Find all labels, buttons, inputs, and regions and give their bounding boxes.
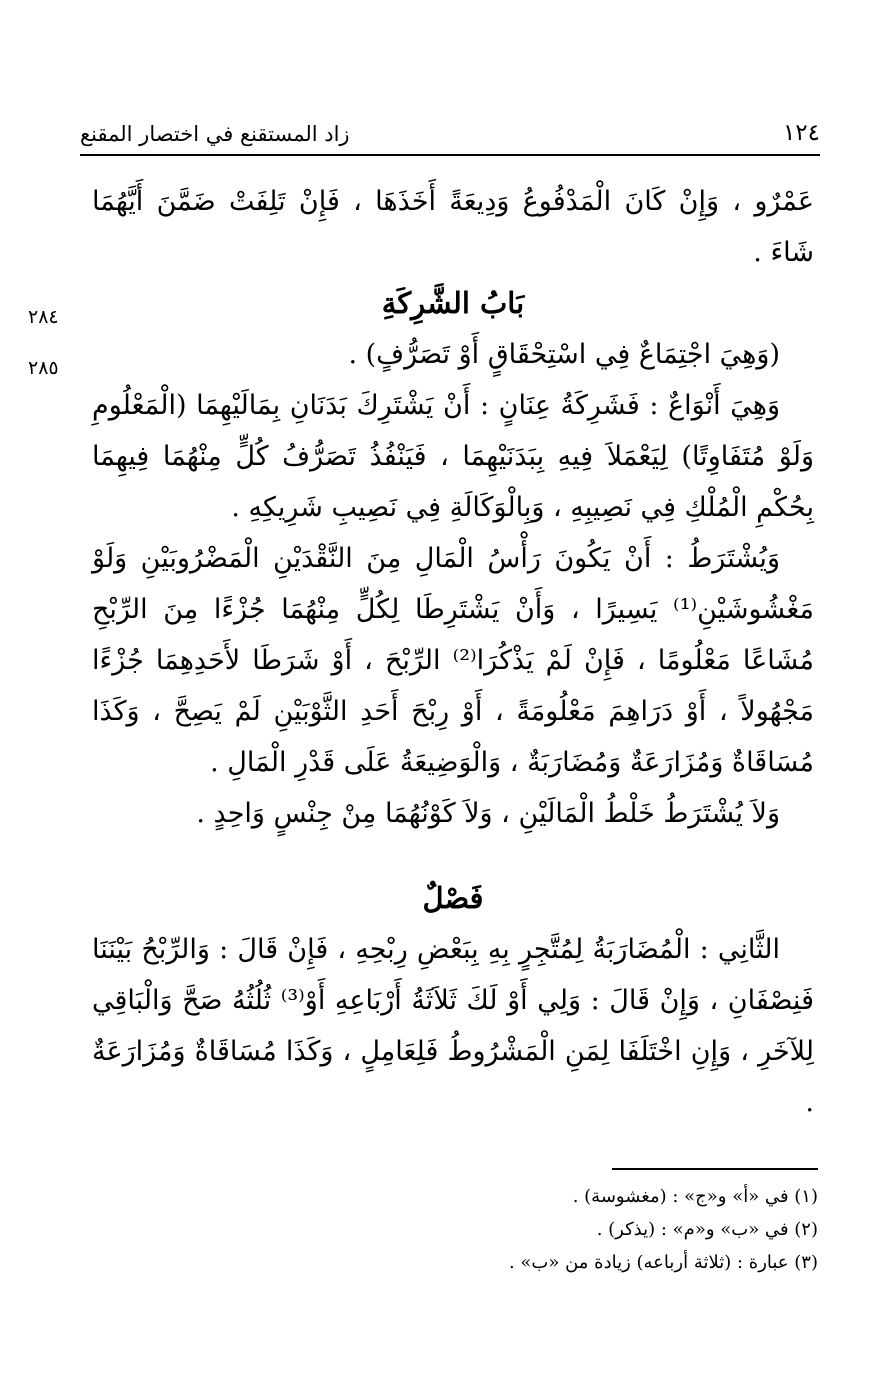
conditions-paragraph: وَيُشْتَرَطُ : أَنْ يَكُونَ رَأْسُ الْمَالِ مِنَ النَّقْدَيْنِ الْمَضْرُوبَيْنِ وَلَوْ مَغْشُوشَيْنِ⁽¹⁾ يَسِيرًا ، وَأَنْ يَشْتَرِطَا لِكُلٍّ مِنْهُمَا جُزْءًا مِنَ الرِّبْحِ مُشَاعًا مَعْلُومًا ، فَإِنْ لَمْ يَذْكُرَا⁽²⁾ الرِّبْحَ ، أَوْ شَرَطَا لأَحَدِهِمَا جُزْءًا مَجْهُولاً ، أَوْ دَرَاهِمَ مَعْلُومَةً ، أَوْ رِبْحَ أَحَدِ الثَّوْبَيْنِ لَمْ يَصِحَّ ، وَكَذَا مُسَاقَاةٌ وَمُزَارَعَةٌ وَمُضَارَبَةٌ ، وَالْوَضِيعَةُ عَلَى قَدْرِ الْمَالِ . xyxy=(92,543,814,778)
footnote-2: (٢) في «ب» و«م» : (يذكر) . xyxy=(596,1219,818,1240)
mixing-paragraph: وَلاَ يُشْتَرَطُ خَلْطُ الْمَالَيْنِ ، وَلاَ كَوْنُهُمَا مِنْ جِنْسٍ وَاحِدٍ . xyxy=(196,798,780,829)
main-text xyxy=(92,176,814,1128)
continuation-line: عَمْرٌو ، وَإِنْ كَانَ الْمَدْفُوعُ وَدِيعَةً أَخَذَهَا ، فَإِنْ تَلِفَتْ ضَمَّنَ أَيَّهُمَا شَاءَ . xyxy=(92,186,814,268)
section-heading: فَصْلٌ xyxy=(422,881,484,915)
margin-number-285: ٢٨٥ xyxy=(28,357,59,379)
page-header xyxy=(80,118,820,158)
header-rule xyxy=(80,154,820,156)
footnote-1: (١) في «أ» و«ج» : (مغشوسة) . xyxy=(572,1186,818,1207)
definition-paragraph: (وَهِيَ اجْتِمَاعٌ فِي اسْتِحْقَاقٍ أَوْ تَصَرُّفٍ) . xyxy=(348,339,780,370)
mudaraba-paragraph: الثَّانِي : الْمُضَارَبَةُ لِمُتَّجِرٍ بِهِ بِبَعْضِ رِبْحِهِ ، فَإِنْ قَالَ : وَالرِّبْحُ بَيْنَنَا فَنِصْفَانِ ، وَإِنْ قَالَ : وَلِي أَوْ لَكَ ثَلاَثَةُ أَرْبَاعِهِ أَوْ⁽³⁾ ثُلُثُهُ صَحَّ وَالْبَاقِي لِلآخَرِ ، وَإِنِ اخْتَلَفَا لِمَنِ الْمَشْرُوطُ فَلِعَامِلٍ ، وَكَذَا مُسَاقَاةٌ وَمُزَارَعَةٌ . xyxy=(92,934,814,1118)
footnote-3: (٣) عبارة : (ثلاثة أرباعه) زيادة من «ب» . xyxy=(508,1252,818,1273)
margin-number-284: ٢٨٤ xyxy=(28,306,59,328)
chapter-heading: بَابُ الشَّرِكَةِ xyxy=(381,286,525,320)
page-number: ١٢٤ xyxy=(782,120,820,146)
footnotes xyxy=(300,1180,818,1279)
footnote-rule xyxy=(612,1168,818,1170)
types-paragraph: وَهِيَ أَنْوَاعٌ : فَشَرِكَةُ عِنَانٍ : أَنْ يَشْتَرِكَ بَدَنَانِ بِمَالَيْهِمَا (الْمَعْلُومِ وَلَوْ مُتَفَاوِتًا) لِيَعْمَلاَ فِيهِ بِبَدَنَيْهِمَا ، فَيَنْفُذُ تَصَرُّفُ كُلٍّ مِنْهُمَا فِيهِمَا بِحُكْمِ الْمُلْكِ فِي نَصِيبِهِ ، وَبِالْوَكَالَةِ فِي نَصِيبِ شَرِيكِهِ . xyxy=(92,390,814,523)
running-title: زاد المستقنع في اختصار المقنع xyxy=(80,122,350,146)
